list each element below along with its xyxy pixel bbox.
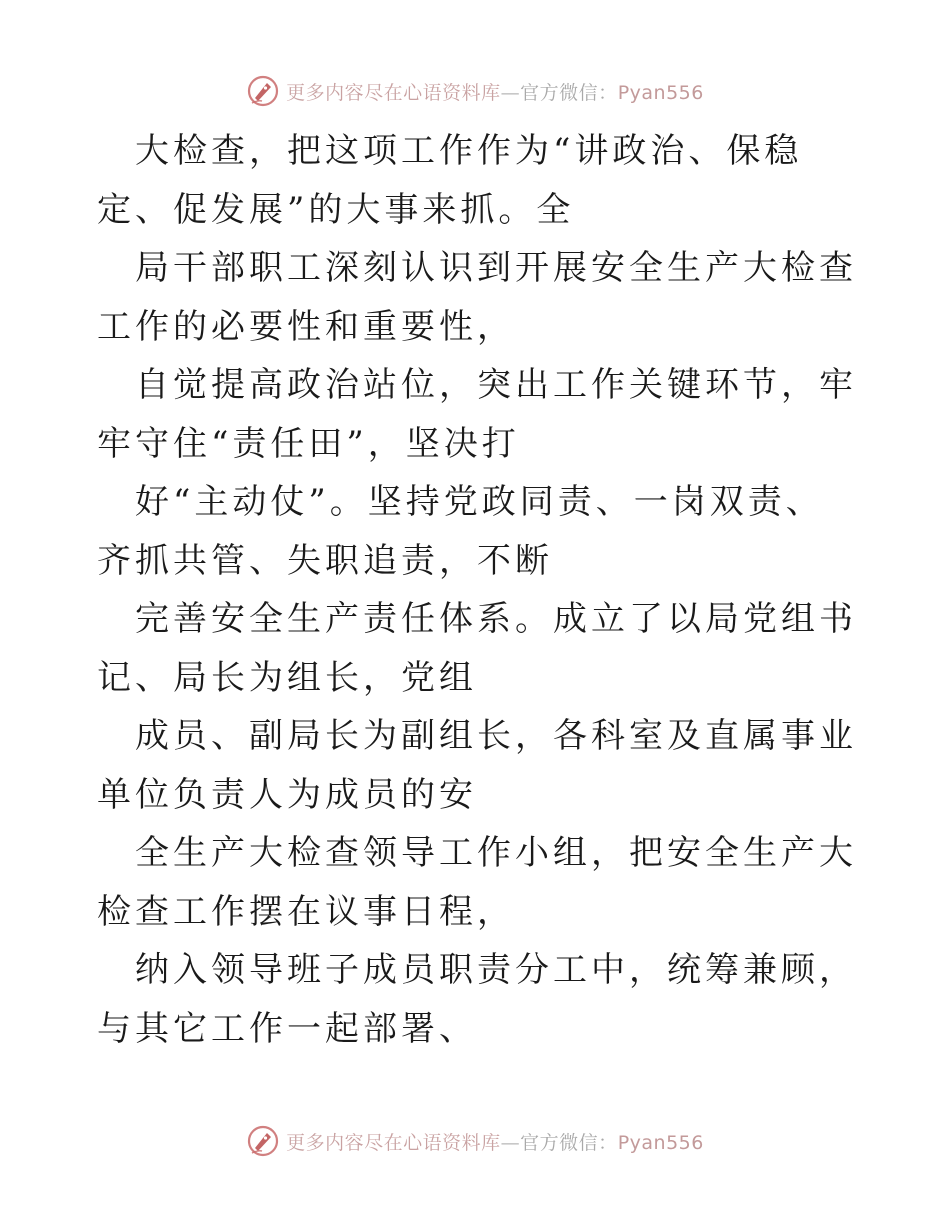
watermark-label: 官方微信： [520, 1131, 618, 1154]
footer-watermark [0, 1121, 950, 1161]
header-watermark [0, 71, 950, 111]
paragraph: 完善安全生产责任体系。成立了以局党组书记、局长为组长，党组 [97, 599, 857, 698]
watermark-id: Pyan556 [617, 1131, 704, 1154]
watermark-dash: — [500, 1131, 521, 1154]
paragraph: 好“主动仗”。坚持党政同责、一岗双责、齐抓共管、失职追责，不断 [97, 482, 824, 581]
watermark-title: 更多内容尽在心语资料库 [286, 81, 501, 104]
pen-nib-logo-icon [246, 74, 280, 108]
watermark-text [286, 78, 704, 105]
document-body [97, 122, 857, 1058]
pen-nib-logo-icon [246, 1124, 280, 1158]
watermark-dash: — [500, 81, 521, 104]
watermark-id: Pyan556 [617, 81, 704, 104]
paragraph: 大检查，把这项工作作为“讲政治、保稳定、促发展”的大事来抓。全 [97, 131, 803, 230]
paragraph: 自觉提高政治站位，突出工作关键环节，牢牢守住“责任田”，坚决打 [97, 365, 857, 464]
paragraph: 成员、副局长为副组长，各科室及直属事业单位负责人为成员的安 [97, 716, 857, 815]
watermark-label: 官方微信： [520, 81, 618, 104]
paragraph: 局干部职工深刻认识到开展安全生产大检查工作的必要性和重要性， [97, 248, 857, 347]
paragraph: 全生产大检查领导工作小组，把安全生产大检查工作摆在议事日程， [97, 833, 857, 932]
watermark-text [286, 1128, 704, 1155]
paragraph: 纳入领导班子成员职责分工中，统筹兼顾，与其它工作一起部署、 [97, 950, 857, 1049]
watermark-title: 更多内容尽在心语资料库 [286, 1131, 501, 1154]
